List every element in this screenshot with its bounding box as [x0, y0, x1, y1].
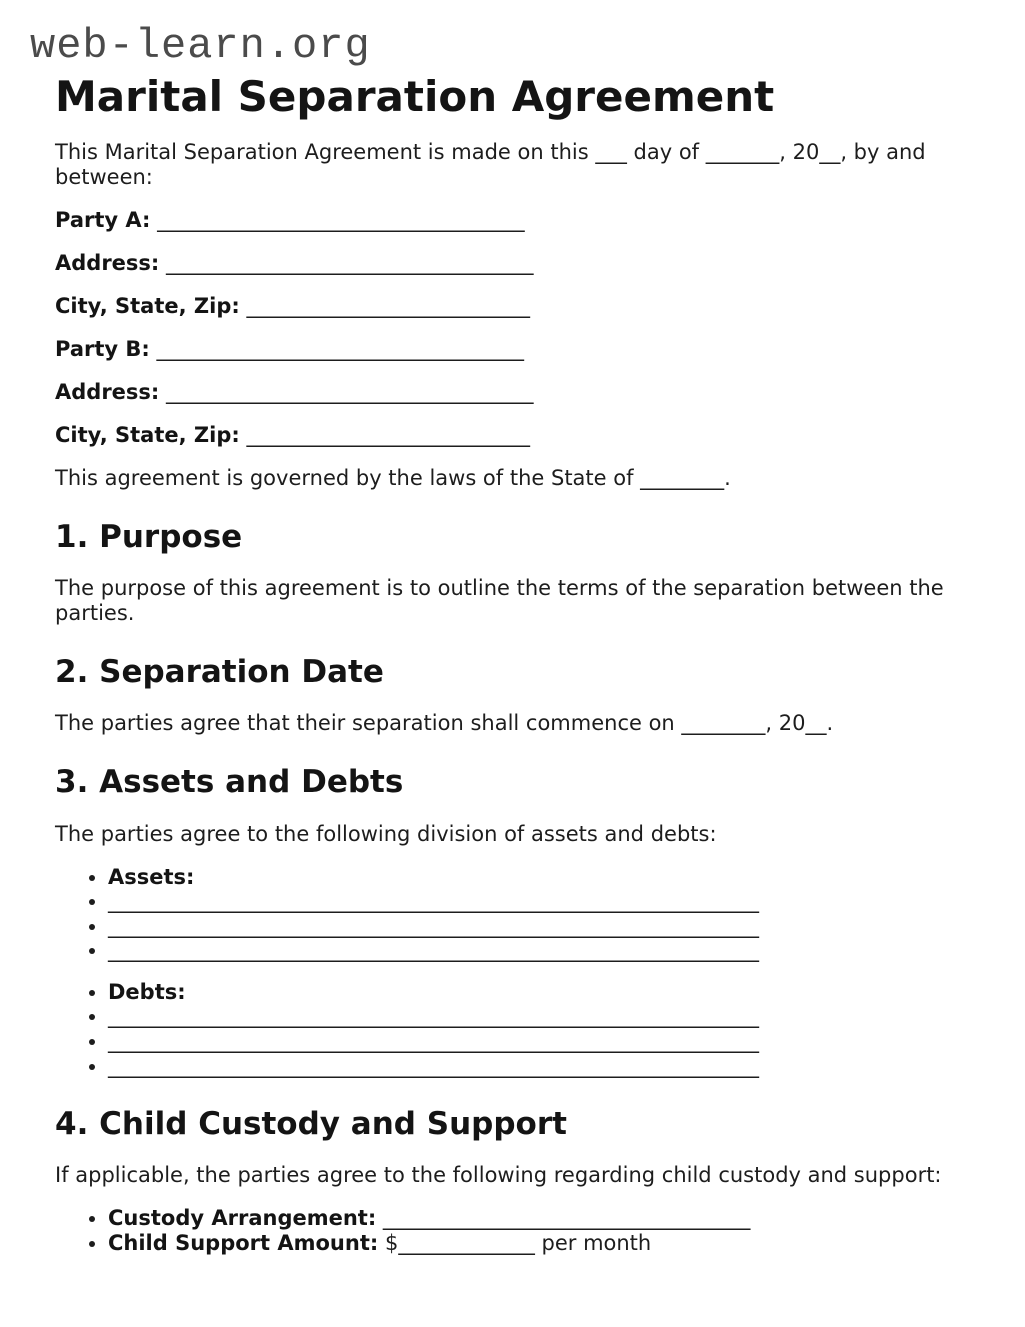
field-party-b	[55, 337, 955, 362]
debt-blank-3: ______________________________________________________________	[108, 1053, 759, 1078]
section-4-child-custody-intro: If applicable, the parties agree to the following regarding child custody and support:	[55, 1163, 942, 1188]
debt-blank-line	[108, 1029, 955, 1054]
document-content	[55, 74, 955, 1255]
section-2-separation-date-heading: 2. Separation Date	[55, 654, 384, 691]
debt-blank-1: ______________________________________________________________	[108, 1004, 759, 1029]
debts-list	[55, 980, 955, 1078]
state-blank: ________	[640, 466, 725, 491]
intro-paragraph	[55, 140, 955, 190]
separation-year-blank: __	[805, 711, 827, 736]
party-b-label: Party B:	[55, 337, 150, 362]
party-b-city-blank: ___________________________	[246, 423, 530, 448]
party-a-city-label: City, State, Zip:	[55, 294, 240, 319]
party-a-city-blank: ___________________________	[246, 294, 530, 319]
party-a-blank: ___________________________________	[157, 208, 525, 233]
child-support-value: $_____________ per month	[384, 1230, 652, 1255]
party-b-blank: ___________________________________	[156, 337, 524, 362]
debt-blank-line	[108, 1054, 955, 1079]
governing-law-text-1: This agreement is governed by the laws of the State of	[55, 466, 641, 491]
intro-text-2: day of	[626, 140, 706, 165]
field-party-b-address	[55, 380, 955, 405]
child-support-label: Child Support Amount:	[108, 1230, 379, 1255]
party-b-address-blank: ___________________________________	[166, 380, 534, 405]
asset-blank-line	[108, 938, 955, 963]
separation-date-text-2: , 20	[765, 711, 806, 736]
assets-label: Assets:	[108, 864, 195, 889]
asset-blank-3: ______________________________________________________________	[108, 938, 759, 963]
asset-blank-line	[108, 914, 955, 939]
asset-blank-line	[108, 889, 955, 914]
custody-list	[55, 1206, 955, 1255]
assets-label-item	[108, 865, 955, 890]
debts-label-item	[108, 980, 955, 1005]
page-title: Marital Separation Agreement	[55, 72, 775, 122]
governing-law-text-2: .	[724, 466, 731, 491]
separation-date-text-1: The parties agree that their separation shall commence on	[55, 711, 682, 736]
party-a-address-label: Address:	[55, 251, 160, 276]
field-party-a-city-state-zip	[55, 294, 955, 319]
field-party-a	[55, 208, 955, 233]
custody-arrangement-label: Custody Arrangement:	[108, 1206, 377, 1231]
site-logo: web-learn.org	[30, 22, 371, 70]
section-2-separation-date-body	[55, 711, 955, 736]
section-1-purpose-body: The purpose of this agreement is to outline the terms of the separation between the parties.	[55, 576, 944, 626]
child-support-item	[108, 1231, 955, 1256]
custody-arrangement-blank: ___________________________________	[382, 1206, 751, 1231]
field-party-a-address	[55, 251, 955, 276]
assets-list	[55, 865, 955, 963]
intro-year-blank: __	[819, 140, 841, 165]
debt-blank-2: ______________________________________________________________	[108, 1029, 759, 1054]
party-b-city-label: City, State, Zip:	[55, 423, 240, 448]
separation-date-blank: ________	[681, 711, 766, 736]
party-b-address-label: Address:	[55, 380, 160, 405]
custody-arrangement-item	[108, 1206, 955, 1231]
section-4-child-custody-heading: 4. Child Custody and Support	[55, 1106, 567, 1143]
party-a-address-blank: ___________________________________	[166, 251, 534, 276]
section-3-assets-debts-intro: The parties agree to the following division of assets and debts:	[55, 821, 717, 846]
asset-blank-2: ______________________________________________________________	[108, 913, 759, 938]
section-3-assets-debts-heading: 3. Assets and Debts	[55, 764, 404, 801]
intro-text-4: , by and between:	[55, 140, 926, 190]
debt-blank-line	[108, 1004, 955, 1029]
asset-blank-1: ______________________________________________________________	[108, 889, 759, 914]
field-party-b-city-state-zip	[55, 423, 955, 448]
debts-label: Debts:	[108, 979, 186, 1004]
section-1-purpose-heading: 1. Purpose	[55, 519, 243, 556]
month-blank: _______	[705, 140, 780, 165]
governing-law-paragraph	[55, 466, 955, 491]
intro-text-1: This Marital Separation Agreement is made on this	[55, 140, 596, 165]
intro-text-3: , 20	[779, 140, 820, 165]
party-a-label: Party A:	[55, 208, 151, 233]
day-blank: ___	[595, 140, 627, 165]
separation-date-text-3: .	[826, 711, 834, 736]
